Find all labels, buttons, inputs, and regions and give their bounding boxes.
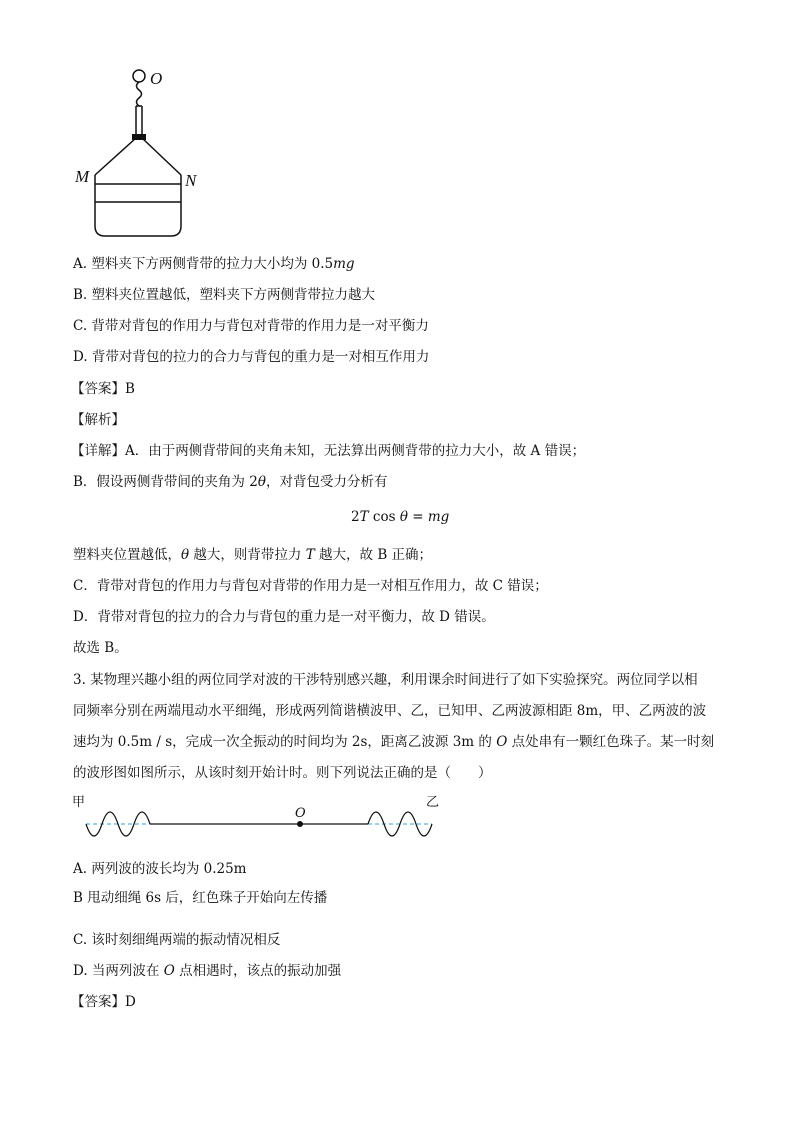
q2-option-c: C. 背带对背包的作用力与背包对背带的作用力是一对平衡力: [73, 318, 429, 334]
q3-option-d-suffix: 点相遇时，该点的振动加强: [174, 963, 342, 979]
q3-option-b: B 甩动细绳 6s 后，红色珠子开始向左传播: [73, 890, 328, 906]
q2-analysis-heading: 【解析】: [71, 412, 125, 428]
wave-figure: [70, 790, 450, 850]
q2-option-a-text: A. 塑料夹下方两侧背带的拉力大小均为 0.5: [73, 256, 334, 272]
q3-stem-line-3-b: 点处串有一颗红色珠子。某一时刻: [507, 734, 715, 750]
q3-option-c: C. 该时刻细绳两端的振动情况相反: [73, 932, 281, 948]
q2-detail-b-suffix: ，对背包受力分析有: [265, 474, 388, 490]
eq-t: T: [359, 509, 369, 525]
q2-conclusion: 故选 B。: [73, 640, 128, 656]
q2-detail-b2-suffix: 越大，故 B 正确；: [314, 547, 433, 563]
q2-option-a: [73, 254, 355, 274]
q2-detail-b2-mid: 越大，则背带拉力: [189, 547, 306, 563]
q3-stem-line-3-o: O: [496, 734, 508, 750]
q2-equation: [351, 507, 449, 527]
q2-answer: 【答案】B: [71, 381, 135, 397]
q2-detail-b2: [73, 545, 432, 565]
label-m: M: [75, 167, 90, 186]
q3-answer: 【答案】D: [71, 994, 136, 1010]
q2-detail-c: C．背带对背包的作用力与背包对背带的作用力是一对相互作用力，故 C 错误；: [73, 578, 548, 594]
q3-stem-line-2: 同频率分别在两端甩动水平细绳，形成两列简谐横波甲、乙，已知甲、乙两波源相距 8m，甲、乙两波的波: [73, 703, 707, 719]
q3-option-d-o: O: [163, 963, 175, 979]
q2-detail-b2-theta: θ: [181, 547, 190, 563]
eq-theta: θ: [399, 509, 408, 525]
q2-option-d: D. 背带对背包的拉力的合力与背包的重力是一对相互作用力: [73, 349, 430, 365]
label-n: N: [185, 171, 197, 190]
eq-coef: 2: [351, 509, 360, 525]
q2-detail-b-theta: θ: [257, 474, 266, 490]
q3-option-a: A. 两列波的波长均为 0.25m: [73, 861, 247, 877]
q2-detail-b2-t: T: [305, 547, 315, 563]
eq-equals: =: [407, 509, 428, 525]
q2-detail-b-prefix: B．假设两侧背带间的夹角为 2: [73, 474, 258, 490]
label-jia: 甲: [72, 795, 86, 810]
q3-option-d: [73, 961, 341, 981]
q2-option-a-var: mg: [333, 256, 355, 272]
q2-detail-b2-prefix: 塑料夹位置越低，: [73, 547, 181, 563]
label-o: O: [150, 69, 163, 88]
eq-cos: cos: [368, 509, 400, 525]
q3-stem-line-1: 3. 某物理兴趣小组的两位同学对波的干涉特别感兴趣，利用课余时间进行了如下实验探究。两位同学以相: [73, 672, 698, 688]
q3-stem-line-3-a: 速均为 0.5m / s，完成一次全振动的时间均为 2s，距离乙波源 3m 的: [73, 734, 497, 750]
q3-stem-line-4: 的波形图如图所示，从该时刻开始计时。则下列说法正确的是（ ）: [73, 765, 492, 781]
eq-rhs: mg: [427, 509, 450, 525]
q2-detail-a: 【详解】A．由于两侧背带间的夹角未知，无法算出两侧背带的拉力大小，故 A 错误；: [71, 443, 586, 459]
label-yi: 乙: [426, 795, 440, 810]
q2-option-b: B. 塑料夹位置越低，塑料夹下方两侧背带拉力越大: [73, 287, 376, 303]
backpack-figure: [70, 64, 210, 246]
label-o-wave: O: [295, 806, 306, 821]
q2-detail-d: D．背带对背包的拉力的合力与背包的重力是一对平衡力，故 D 错误。: [73, 609, 495, 625]
q3-stem-line-3: [73, 732, 714, 752]
q2-detail-b: [73, 472, 387, 492]
q3-option-d-prefix: D. 当两列波在: [73, 963, 164, 979]
